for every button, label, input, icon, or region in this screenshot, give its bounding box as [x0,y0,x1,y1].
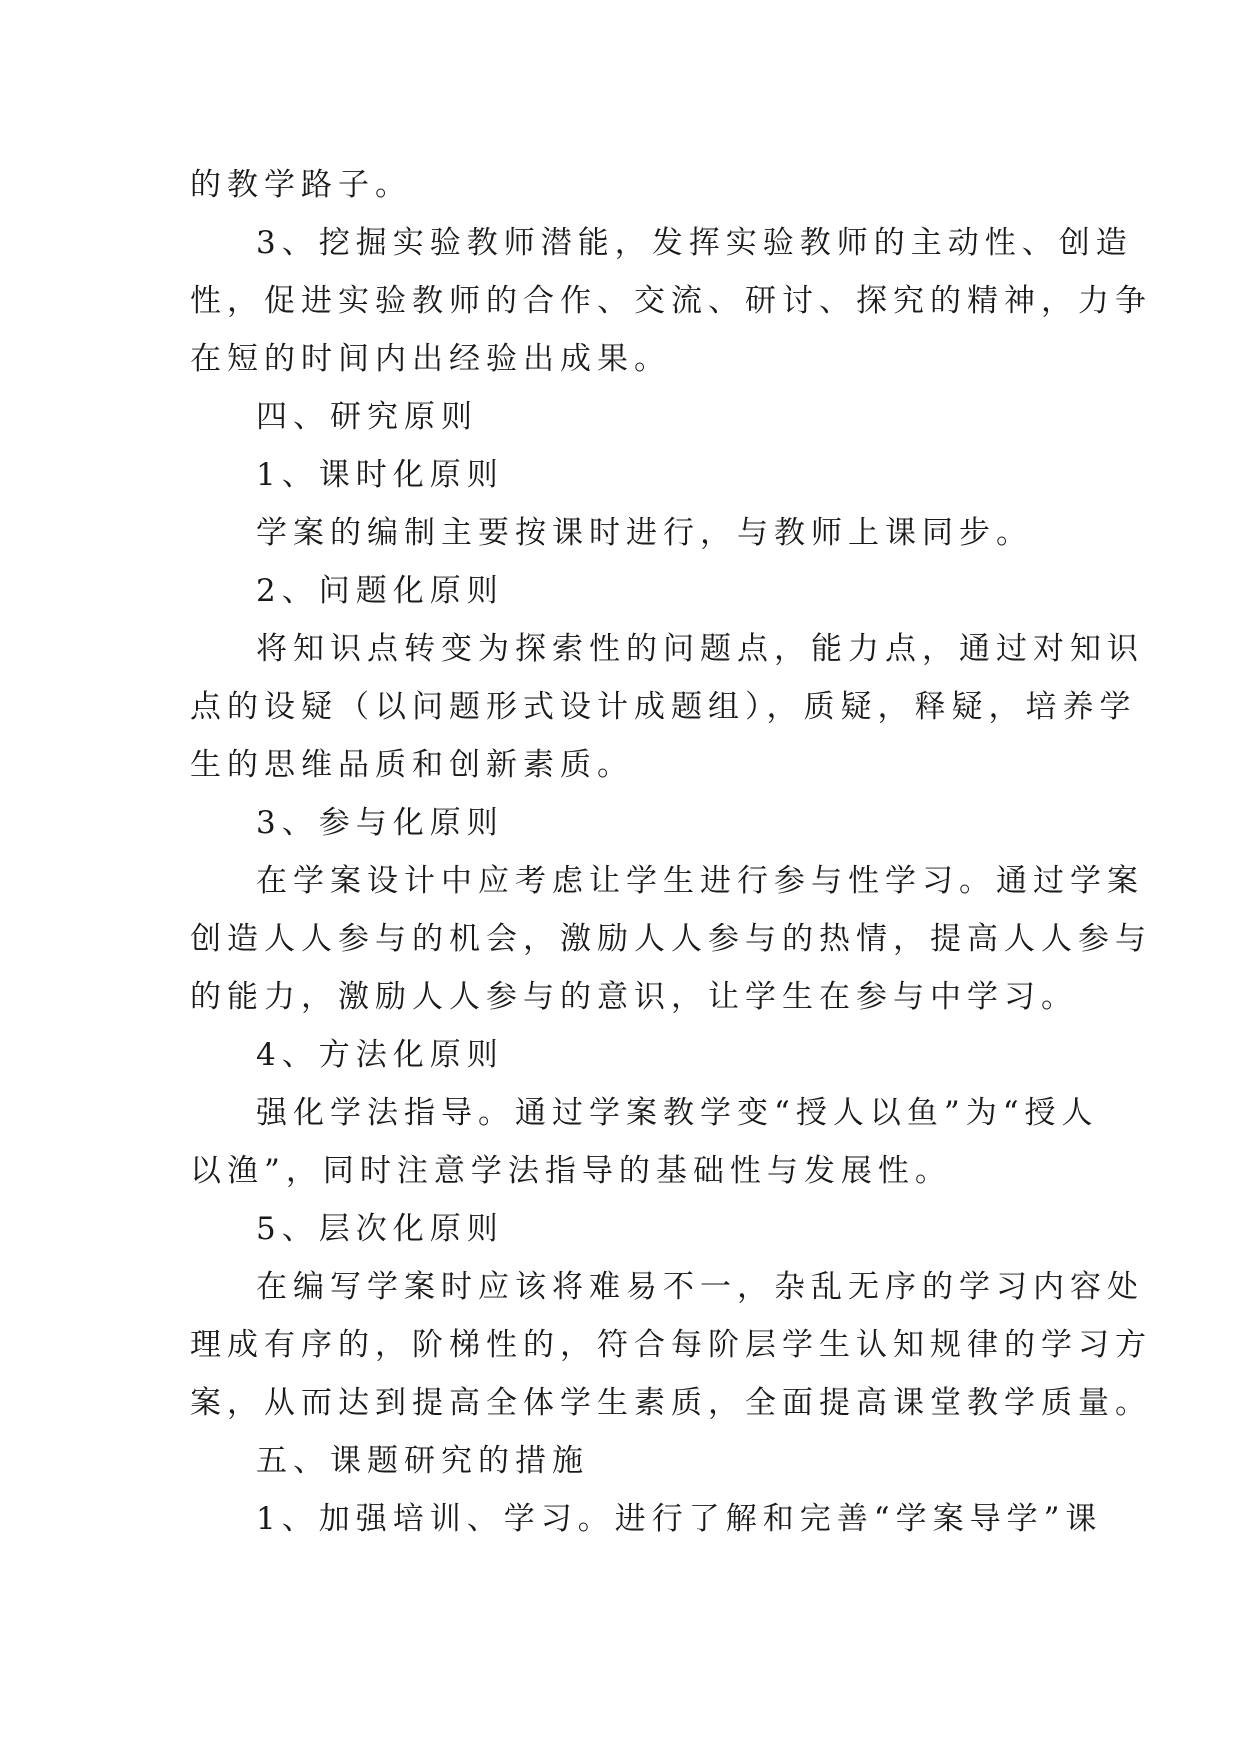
text-line: 五、课题研究的措施 [256,1443,589,1479]
text-line: 生的思维品质和创新素质。 [190,747,634,783]
text-line: 3、参与化原则 [256,805,504,841]
text-line: 在编写学案时应该将难易不一，杂乱无序的学习内容处 [256,1269,1144,1305]
text-line: 4、方法化原则 [256,1037,504,1073]
text-line: 创造人人参与的机会，激励人人参与的热情，提高人人参与 [190,921,1152,957]
text-line: 3、挖掘实验教师潜能，发挥实验教师的主动性、创造 [256,225,1133,261]
text-line: 以渔”，同时注意学法指导的基础性与发展性。 [190,1153,952,1189]
text-line: 强化学法指导。通过学案教学变“授人以鱼”为“授人 [256,1095,1099,1131]
text-line: 点的设疑（以问题形式设计成题组），质疑，释疑，培养学 [190,689,1137,725]
text-line: 四、研究原则 [256,399,478,435]
text-line: 理成有序的，阶梯性的，符合每阶层学生认知规律的学习方 [190,1327,1152,1363]
text-line: 在短的时间内出经验出成果。 [190,341,671,377]
text-line: 1、课时化原则 [256,457,504,493]
text-line: 的能力，激励人人参与的意识，让学生在参与中学习。 [190,979,1078,1015]
text-line: 将知识点转变为探索性的问题点，能力点，通过对知识 [256,631,1144,667]
text-line: 的教学路子。 [190,167,412,203]
text-line: 案，从而达到提高全体学生素质，全面提高课堂教学质量。 [190,1385,1152,1421]
text-line: 在学案设计中应考虑让学生进行参与性学习。通过学案 [256,863,1144,899]
text-line: 性，促进实验教师的合作、交流、研讨、探究的精神，力争 [190,283,1152,319]
text-line: 1、加强培训、学习。进行了解和完善“学案导学”课 [256,1501,1103,1537]
text-line: 5、层次化原则 [256,1211,504,1247]
text-line: 2、问题化原则 [256,573,504,609]
document-body [190,156,1152,1548]
text-line: 学案的编制主要按课时进行，与教师上课同步。 [256,515,1033,551]
